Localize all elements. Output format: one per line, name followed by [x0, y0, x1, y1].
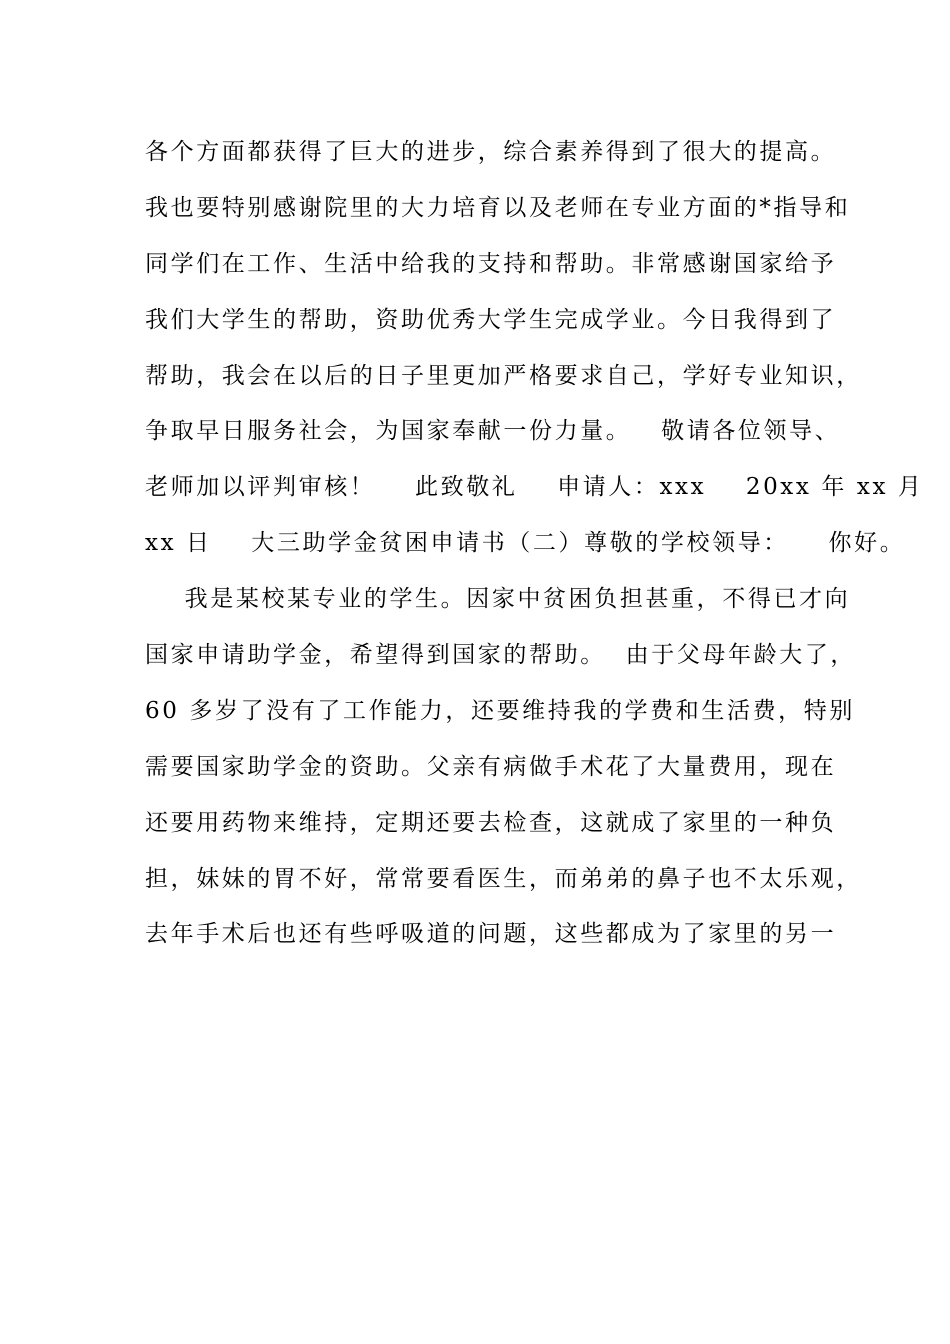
text-line-10: 国家申请助学金，希望得到国家的帮助。 由于父母年龄大了， — [145, 642, 857, 669]
text-line-11: 60 多岁了没有了工作能力，还要维持我的学费和生活费，特别 — [145, 697, 855, 724]
text-line-3: 同学们在工作、生活中给我的支持和帮助。非常感谢国家给予 — [145, 250, 837, 277]
text-line-5: 帮助，我会在以后的日子里更加严格要求自己，学好专业知识， — [145, 362, 862, 389]
text-line-4: 我们大学生的帮助，资助优秀大学生完成学业。今日我得到了 — [145, 306, 837, 333]
text-line-6: 争取早日服务社会，为国家奉献一份力量。 敬请各位领导、 — [145, 418, 841, 445]
text-line-7: 老师加以评判审核！ 此致敬礼 申请人：xxx 20xx 年 xx 月 — [145, 474, 924, 501]
text-line-1: 各个方面都获得了巨大的进步，综合素养得到了很大的提高。 — [145, 139, 837, 165]
text-line-8: xx 日 大三助学金贫困申请书（二）尊敬的学校领导： 你好。 — [145, 530, 906, 557]
body-text — [145, 130, 924, 968]
text-line-15: 去年手术后也还有些呼吸道的问题，这些都成为了家里的另一 — [145, 921, 837, 948]
text-line-12: 需要国家助学金的资助。父亲有病做手术花了大量费用，现在 — [145, 753, 837, 780]
text-line-2: 我也要特别感谢院里的大力培育以及老师在专业方面的*指导和 — [145, 194, 851, 221]
text-line-14: 担，妹妹的胃不好，常常要看医生，而弟弟的鼻子也不太乐观， — [145, 865, 862, 892]
text-line-13: 还要用药物来维持，定期还要去检查，这就成了家里的一种负 — [145, 809, 837, 836]
text-line-9: 我是某校某专业的学生。因家中贫困负担甚重，不得已才向 — [145, 586, 851, 613]
